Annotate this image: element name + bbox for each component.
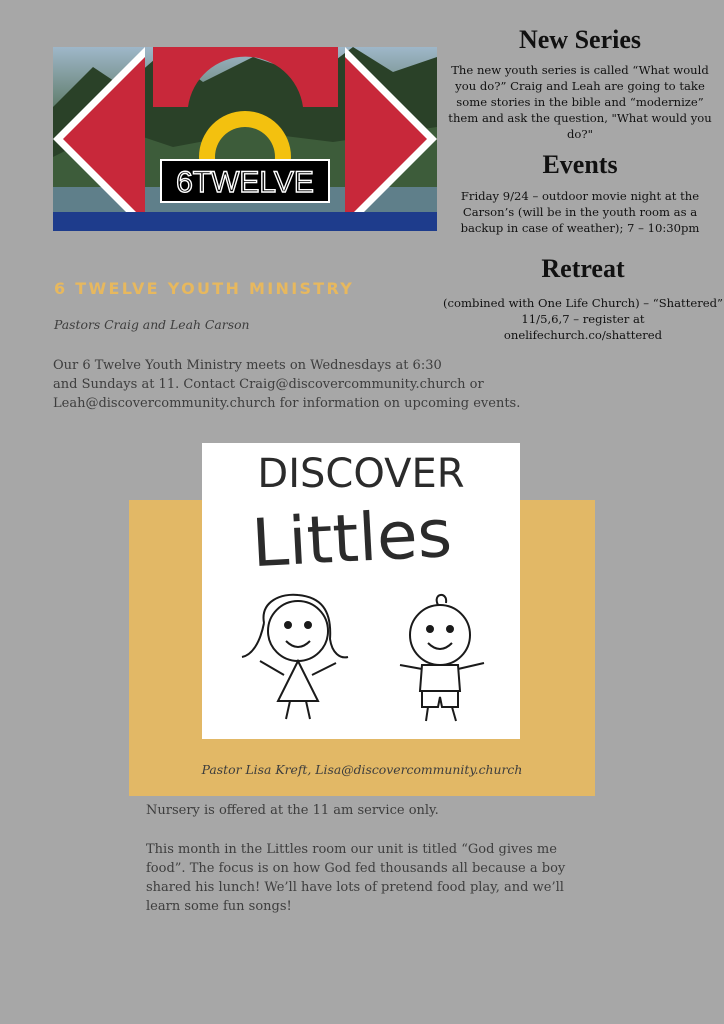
youth-description [53,356,633,413]
littles-logo-bottom: Littles [249,494,454,583]
new-series-heading: New Series [518,25,641,54]
retreat-text: (combined with One Life Church) – “Shattered” 11/5,6,7 – register at onelifechurch.co/shattered [443,296,723,342]
discover-littles-logo [202,443,520,739]
logo-text: 6TWELVE [176,166,314,199]
girl-drawing-icon [242,595,348,719]
youth-body-line: and Sundays at 11. Contact Craig@discovercommunity.church or [53,377,484,392]
events-text: Friday 9/24 – outdoor movie night at the Carson’s (will be in the youth room as a backup in case of weather); 7 – 10:30pm [460,189,700,235]
retreat-heading: Retreat [541,254,625,283]
littles-unit-text: This month in the Littles room our unit is titled “God gives me food”. The focus is on how God fed thousands all because a boy shared his lunch! We’ll have lots of pretend food play, and we’ll learn some fun songs! [146,842,566,914]
boy-drawing-icon [400,595,484,721]
nursery-text: Nursery is offered at the 11 am service only. [146,803,439,818]
littles-logo-top: DISCOVER [257,451,465,497]
new-series-text: The new youth series is called “What would you do?” Craig and Leah are going to take some stories in the bible and “modernize” them and ask the question, "What would you do?" [448,63,712,141]
youth-pastors: Pastors Craig and Leah Carson [54,317,250,332]
youth-body-line: Leah@discovercommunity.church for information on upcoming events. [53,396,521,411]
littles-pastor: Pastor Lisa Kreft, Lisa@discovercommunity.church [201,762,523,777]
youth-logo-image [53,47,437,231]
youth-ministry-title: 6 TWELVE YOUTH MINISTRY [54,279,355,298]
youth-body-line: Our 6 Twelve Youth Ministry meets on Wednesdays at 6:30 [53,358,442,373]
events-heading: Events [542,150,618,179]
